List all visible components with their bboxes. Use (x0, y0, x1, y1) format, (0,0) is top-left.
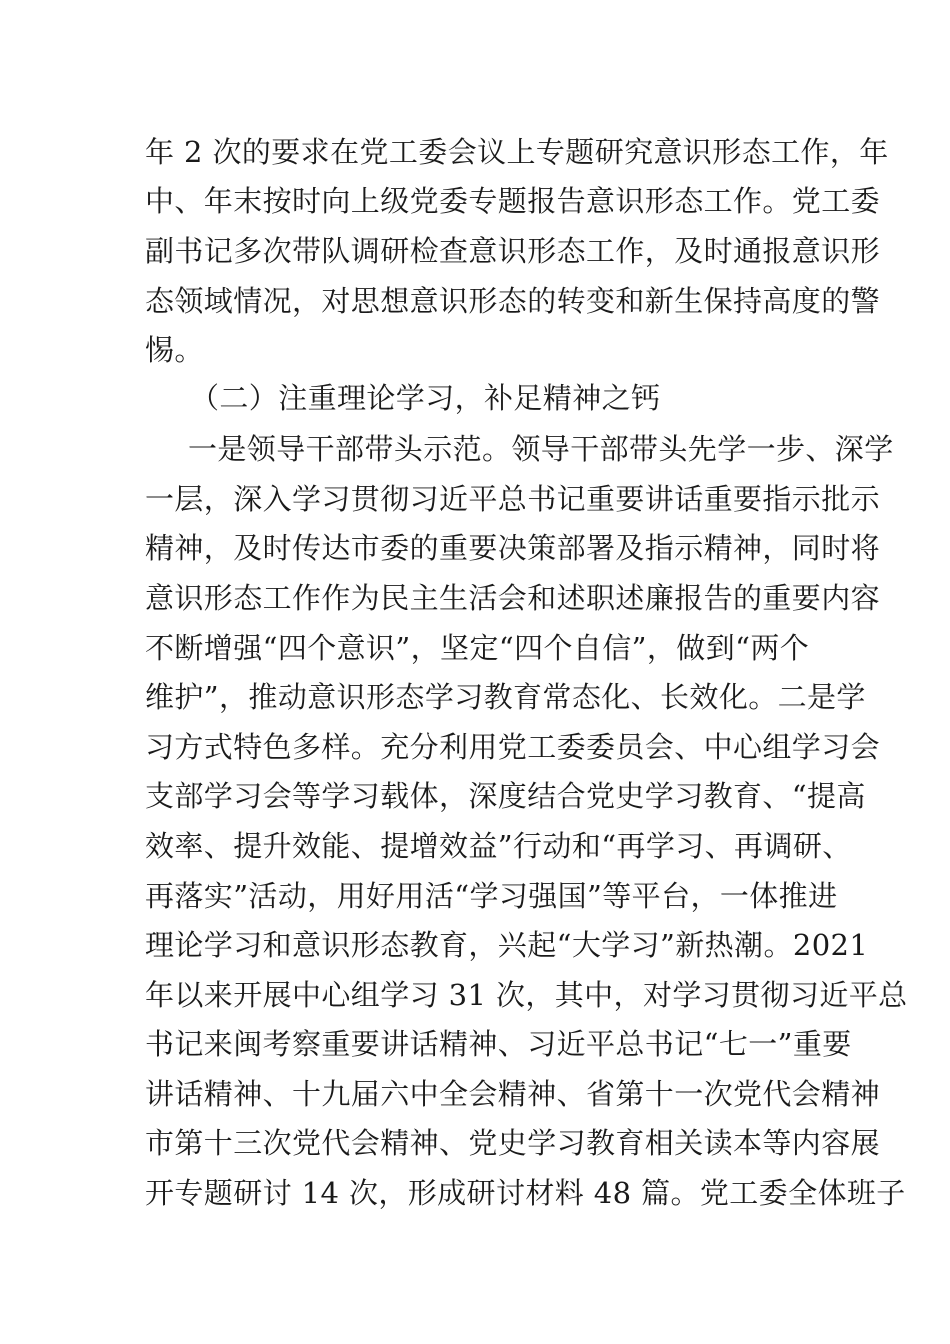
section-heading: （二）注重理论学习，补足精神之钙 (190, 381, 661, 415)
text-line: 开专题研讨 14 次，形成研讨材料 48 篇。党工委全体班子 (145, 1176, 906, 1210)
text-line: 意识形态工作作为民主生活会和述职述廉报告的重要内容 (145, 581, 881, 615)
text-line: 年以来开展中心组学习 31 次，其中，对学习贯彻习近平总 (145, 978, 908, 1012)
text-line: 讲话精神、十九届六中全会精神、省第十一次党代会精神 (145, 1077, 881, 1111)
text-line: 不断增强“四个意识”，坚定“四个自信”，做到“两个 (145, 631, 810, 665)
text-line: 中、年末按时向上级党委专题报告意识形态工作。党工委 (145, 184, 881, 218)
text-line: 书记来闽考察重要讲话精神、习近平总书记“七一”重要 (145, 1027, 852, 1061)
text-line: 精神，及时传达市委的重要决策部署及指示精神，同时将 (145, 531, 881, 565)
text-line: 习方式特色多样。充分利用党工委委员会、中心组学习会 (145, 730, 881, 764)
text-line: 副书记多次带队调研检查意识形态工作，及时通报意识形 (145, 234, 881, 268)
text-line: 支部学习会等学习载体，深度结合党史学习教育、“提高 (145, 779, 866, 813)
text-line: 维护”，推动意识形态学习教育常态化、长效化。二是学 (145, 680, 866, 714)
text-line: 理论学习和意识形态教育，兴起“大学习”新热潮。2021 (145, 928, 869, 962)
text-line: 市第十三次党代会精神、党史学习教育相关读本等内容展 (145, 1126, 881, 1160)
text-line: 再落实”活动，用好用活“学习强国”等平台，一体推进 (145, 879, 838, 913)
text-line: 效率、提升效能、提增效益”行动和“再学习、再调研、 (145, 829, 852, 863)
text-line: 一层，深入学习贯彻习近平总书记重要讲话重要指示批示 (145, 482, 881, 516)
text-line: 年 2 次的要求在党工委会议上专题研究意识形态工作，年 (145, 135, 889, 169)
text-line: 一是领导干部带头示范。领导干部带头先学一步、深学 (188, 432, 894, 466)
text-line: 态领域情况，对思想意识形态的转变和新生保持高度的警 (145, 284, 881, 318)
text-line: 惕。 (145, 333, 204, 367)
